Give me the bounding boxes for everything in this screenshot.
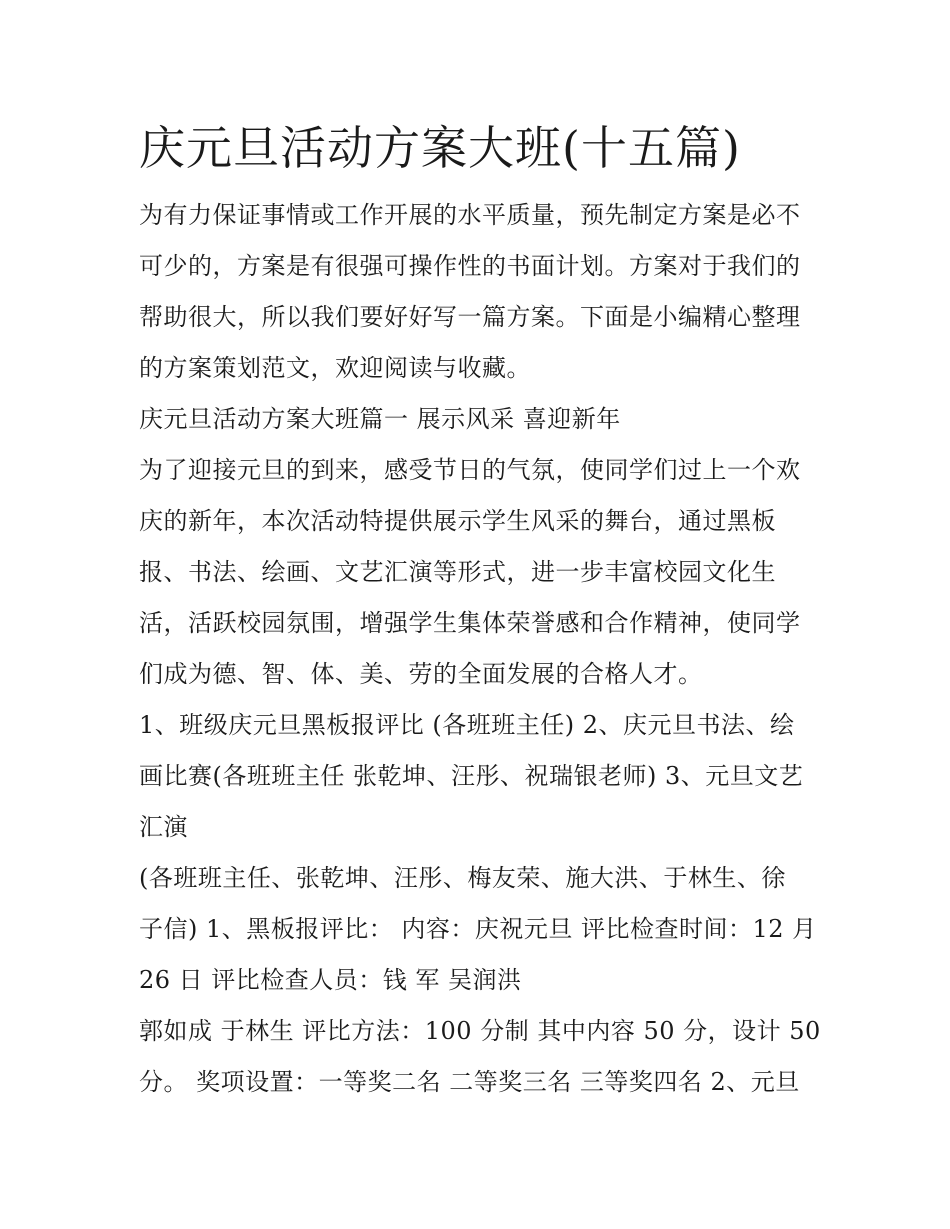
- section-heading: 庆元旦活动方案大班篇一 展示风采 喜迎新年: [139, 405, 621, 433]
- text-line: 画比赛(各班班主任 张乾坤、汪彤、祝瑞银老师) 3、元旦文艺: [139, 762, 804, 790]
- text-line: 26 日 评比检查人员：钱 军 吴润洪: [139, 966, 522, 994]
- text-line: 可少的，方案是有很强可操作性的书面计划。方案对于我们的: [139, 252, 801, 280]
- text-line: 庆的新年，本次活动特提供展示学生风采的舞台，通过黑板: [139, 507, 776, 535]
- text-line: 1、班级庆元旦黑板报评比 (各班班主任) 2、庆元旦书法、绘: [139, 711, 795, 739]
- text-line: 报、书法、绘画、文艺汇演等形式，进一步丰富校园文化生: [139, 558, 776, 586]
- document-page: [139, 112, 819, 1108]
- document-body: [139, 190, 819, 1108]
- text-line: 子信) 1、黑板报评比： 内容：庆祝元旦 评比检查时间：12 月: [139, 915, 817, 943]
- text-line: 们成为德、智、体、美、劳的全面发展的合格人才。: [139, 660, 703, 688]
- text-line: 汇演: [139, 813, 188, 841]
- text-line: 活，活跃校园氛围，增强学生集体荣誉感和合作精神，使同学: [139, 609, 801, 637]
- text-line: 分。 奖项设置：一等奖二名 二等奖三名 三等奖四名 2、元旦: [139, 1068, 800, 1096]
- text-line: 为有力保证事情或工作开展的水平质量，预先制定方案是必不: [139, 201, 801, 229]
- text-line: 的方案策划范文，欢迎阅读与收藏。: [139, 354, 531, 382]
- text-line: 郭如成 于林生 评比方法：100 分制 其中内容 50 分，设计 50: [139, 1017, 821, 1045]
- text-line: 帮助很大，所以我们要好好写一篇方案。下面是小编精心整理: [139, 303, 801, 331]
- text-line: (各班班主任、张乾坤、汪彤、梅友荣、施大洪、于林生、徐: [139, 864, 786, 892]
- document-title: 庆元旦活动方案大班(十五篇): [139, 121, 741, 175]
- text-line: 为了迎接元旦的到来，感受节日的气氛，使同学们过上一个欢: [139, 456, 801, 484]
